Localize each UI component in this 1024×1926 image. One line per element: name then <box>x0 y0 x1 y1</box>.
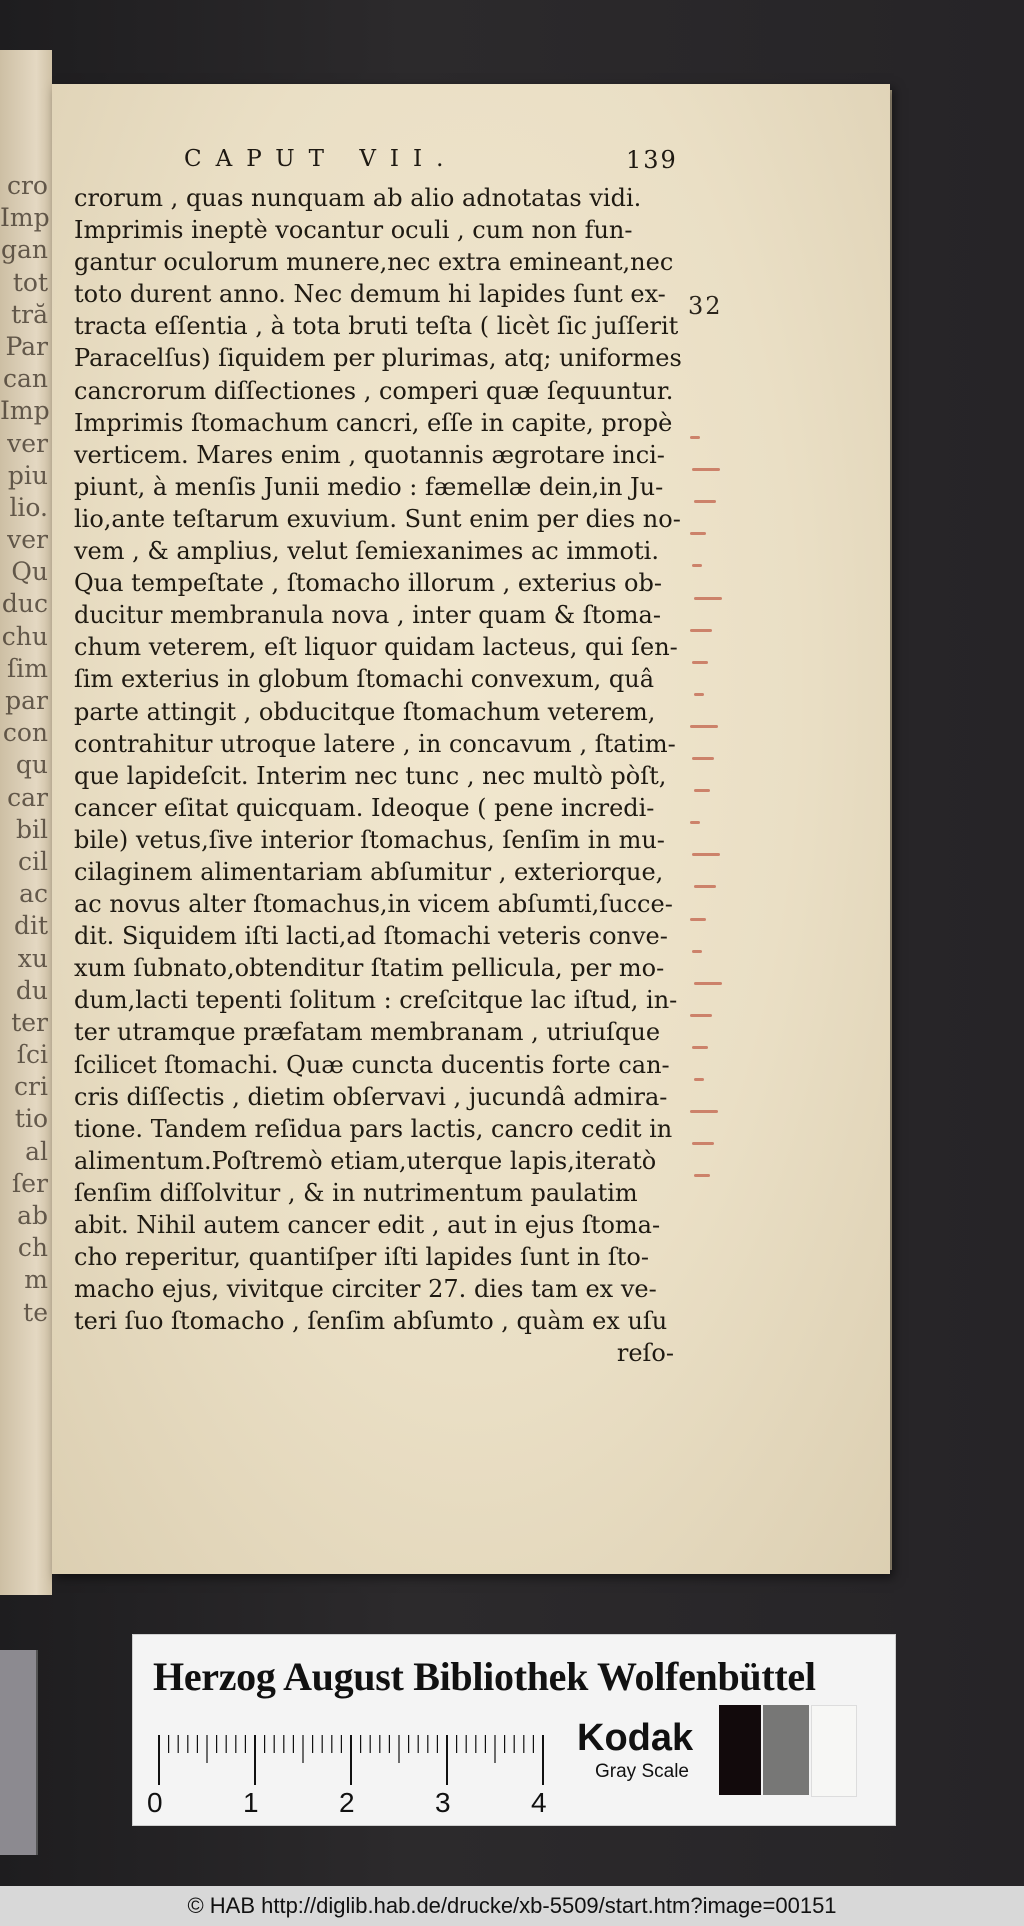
text-line: gantur oculorum munere,nec extra emineant,nec <box>74 248 674 277</box>
left-page-fragment: lio. <box>9 492 48 522</box>
red-mark <box>694 789 710 792</box>
red-mark <box>690 532 706 535</box>
left-page-fragment: piu <box>7 460 48 490</box>
red-mark <box>694 1078 704 1081</box>
text-line: teri ſuo ſtomacho , ſenſim abſumto , quàm ex uſu <box>74 1307 668 1336</box>
text-line: dum,lacti tepenti ſolitum : creſcitque lac iſtud, in- <box>74 986 678 1015</box>
left-page-fragment: bil <box>16 814 48 844</box>
left-page-fragment: ſim <box>7 653 48 683</box>
left-page-fragment: du <box>15 975 48 1005</box>
footer-credit: © HAB http://diglib.hab.de/drucke/xb-5509/start.htm?image=00151 <box>0 1886 1024 1926</box>
page-number: 139 <box>626 146 678 174</box>
ruler-labels <box>147 1787 587 1817</box>
left-page-fragment: dit <box>13 911 48 941</box>
text-line: macho ejus, vivitque circiter 27. dies tam ex ve- <box>74 1275 657 1304</box>
swatch-white <box>811 1705 857 1797</box>
left-page-fragment: Imp <box>0 396 50 426</box>
ruler-label: 0 <box>147 1787 163 1818</box>
running-head: CAPUT VII. <box>184 146 458 172</box>
text-line: ſim exterius in globum ſtomachi convexum, quâ <box>74 665 655 694</box>
text-line: piunt, à menſis Junii medio : fæmellæ dein,in Ju- <box>74 472 664 501</box>
text-line: vem , & amplius, velut ſemiexanimes ac immoti. <box>74 537 659 566</box>
red-mark <box>694 597 722 600</box>
left-page-fragment: ſer <box>12 1168 48 1198</box>
text-line: verticem. Mares enim , quotannis ægrotare inci- <box>74 440 665 469</box>
red-mark <box>690 629 712 632</box>
catchword: reſo- <box>616 1339 674 1368</box>
left-page-fragment: ſci <box>16 1040 48 1070</box>
left-page-fragment: con <box>2 718 48 748</box>
text-line: cris diſſectis , dietim obſervavi , jucundâ admira- <box>74 1082 668 1111</box>
text-line: toto durent anno. Nec demum hi lapides ſunt ex- <box>74 280 666 309</box>
left-page-fragment: tot <box>12 267 48 297</box>
text-line: Paracelſus) ſiquidem per plurimas, atq; uniformes <box>74 344 682 373</box>
text-line: lio,ante teſtarum exuvium. Sunt enim per dies no- <box>74 504 681 533</box>
left-page-fragment: ter <box>11 1007 48 1037</box>
red-mark <box>694 693 704 696</box>
left-page-fragment: chu <box>1 621 48 651</box>
left-page-fragment: Par <box>5 331 48 361</box>
swatch-black <box>719 1705 761 1795</box>
red-mark <box>692 853 720 856</box>
red-mark <box>692 950 702 953</box>
red-mark <box>694 500 716 503</box>
left-page-fragment: ac <box>19 879 48 909</box>
ruler-label: 1 <box>243 1787 259 1818</box>
red-mark <box>690 918 706 921</box>
ruler-label: 2 <box>339 1787 355 1818</box>
text-line: ter utramque præfatam membranam , utriuſque <box>74 1018 661 1047</box>
institution-name: Herzog August Bibliothek Wolfenbüttel <box>153 1654 816 1699</box>
left-page-fragment: par <box>5 686 48 715</box>
text-line: ducitur membranula nova , inter quam & ſtoma- <box>74 601 661 630</box>
red-mark <box>690 1110 718 1113</box>
text-line: Imprimis ineptè vocantur oculi , cum non fun- <box>74 216 633 245</box>
left-page-fragment: duc <box>1 589 48 619</box>
left-page-fragment: car <box>7 782 48 812</box>
left-page-fragment: al <box>25 1136 48 1166</box>
text-line: Qua tempeſtate , ſtomacho illorum , exterius ob- <box>74 569 662 598</box>
red-mark <box>694 1174 710 1177</box>
text-line: cancer eſitat quicquam. Ideoque ( pene incredi- <box>74 793 655 822</box>
text-line: que lapideſcit. Interim nec tunc , nec multò pòſt, <box>74 761 667 790</box>
text-line: bile) vetus,ſive interior ſtomachus, ſenſim in mu- <box>74 825 665 854</box>
text-line: contrahitur utroque latere , in concavum , ſtatim- <box>74 729 676 758</box>
left-page-fragment: te <box>23 1297 48 1327</box>
text-line: chum veterem, eſt liquor quidam lacteus, qui ſen- <box>74 633 678 662</box>
text-line: tione. Tandem reſidua pars lactis, cancro cedit in <box>74 1114 673 1143</box>
left-page-fragment: tră <box>11 299 48 329</box>
text-line: ac novus alter ſtomachus,in vicem abſumti,ſucce- <box>74 890 673 919</box>
left-page-fragment: cil <box>18 846 48 876</box>
red-mark <box>692 468 720 471</box>
left-page-fragment: cro <box>6 171 48 200</box>
left-page-fragment: ab <box>17 1201 48 1230</box>
red-mark <box>694 885 716 888</box>
left-page-edge <box>0 50 52 1595</box>
left-page-fragment: ver <box>7 525 48 555</box>
text-line: tracta eſſentia , à tota bruti teſta ( licèt ſic juſſerit <box>74 312 679 341</box>
red-mark <box>692 661 708 664</box>
red-mark <box>692 1142 714 1145</box>
red-mark <box>690 436 700 439</box>
left-page-fragment: cri <box>14 1072 48 1102</box>
margin-note: 32 <box>688 292 723 320</box>
brand-subtitle: Gray Scale <box>595 1761 689 1782</box>
left-page-fragment: Imp <box>0 203 50 233</box>
text-line: cilaginem alimentariam abſumitur , exteriorque, <box>74 857 664 886</box>
text-line: cancrorum diſſectiones , comperi quæ ſequuntur. <box>74 376 674 405</box>
left-page-fragment: m <box>24 1265 48 1295</box>
text-line: parte attingit , obducitque ſtomachum veterem, <box>74 697 656 726</box>
text-line: alimentum.Poſtremò etiam,uterque lapis,iteratò <box>74 1146 657 1175</box>
left-page-fragment: ch <box>17 1233 48 1263</box>
red-mark <box>690 725 718 728</box>
text-line: ſcilicet ſtomachi. Quæ cuncta ducentis forte can- <box>74 1050 670 1079</box>
color-calibration-bar <box>132 1634 896 1826</box>
left-page-fragment: tio <box>14 1104 48 1134</box>
left-page-fragments <box>0 170 52 1329</box>
ruler-label: 4 <box>531 1787 547 1818</box>
left-page-fragment: qu <box>15 750 48 780</box>
red-mark <box>690 1014 712 1017</box>
text-line: abit. Nihil autem cancer edit , aut in ejus ſtoma- <box>74 1211 661 1239</box>
text-line: ſenſim diſſolvitur , & in nutrimentum paulatim <box>74 1178 638 1207</box>
red-mark <box>692 757 714 760</box>
brand-logo: Kodak <box>577 1717 694 1759</box>
left-page-fragment: can <box>2 364 48 394</box>
left-page-strip <box>0 1650 38 1855</box>
red-mark <box>694 982 722 985</box>
text-line: cho reperitur, quantiſper iſti lapides ſunt in ſto- <box>74 1243 649 1272</box>
red-mark <box>690 821 700 824</box>
ruler-label: 3 <box>435 1787 451 1818</box>
left-page-fragment: xu <box>17 943 48 973</box>
red-mark <box>692 564 702 567</box>
text-line: xum ſubnato,obtenditur ſtatim pellicula, per mo- <box>74 954 665 983</box>
text-line: Imprimis ſtomachum cancri, eſſe in capite, propè <box>74 408 673 437</box>
left-page-fragment: gan <box>0 235 48 265</box>
left-page-fragment: Qu <box>11 557 48 587</box>
swatch-gray <box>763 1705 809 1795</box>
text-line: crorum , quas nunquam ab alio adnotatas vidi. <box>74 184 642 212</box>
red-mark <box>692 1046 708 1049</box>
ruler <box>155 1727 555 1787</box>
text-block <box>74 182 682 1369</box>
left-page-fragment: ver <box>7 428 48 458</box>
text-line: dit. Siquidem iſti lacti,ad ſtomachi veteris conve- <box>74 922 668 951</box>
